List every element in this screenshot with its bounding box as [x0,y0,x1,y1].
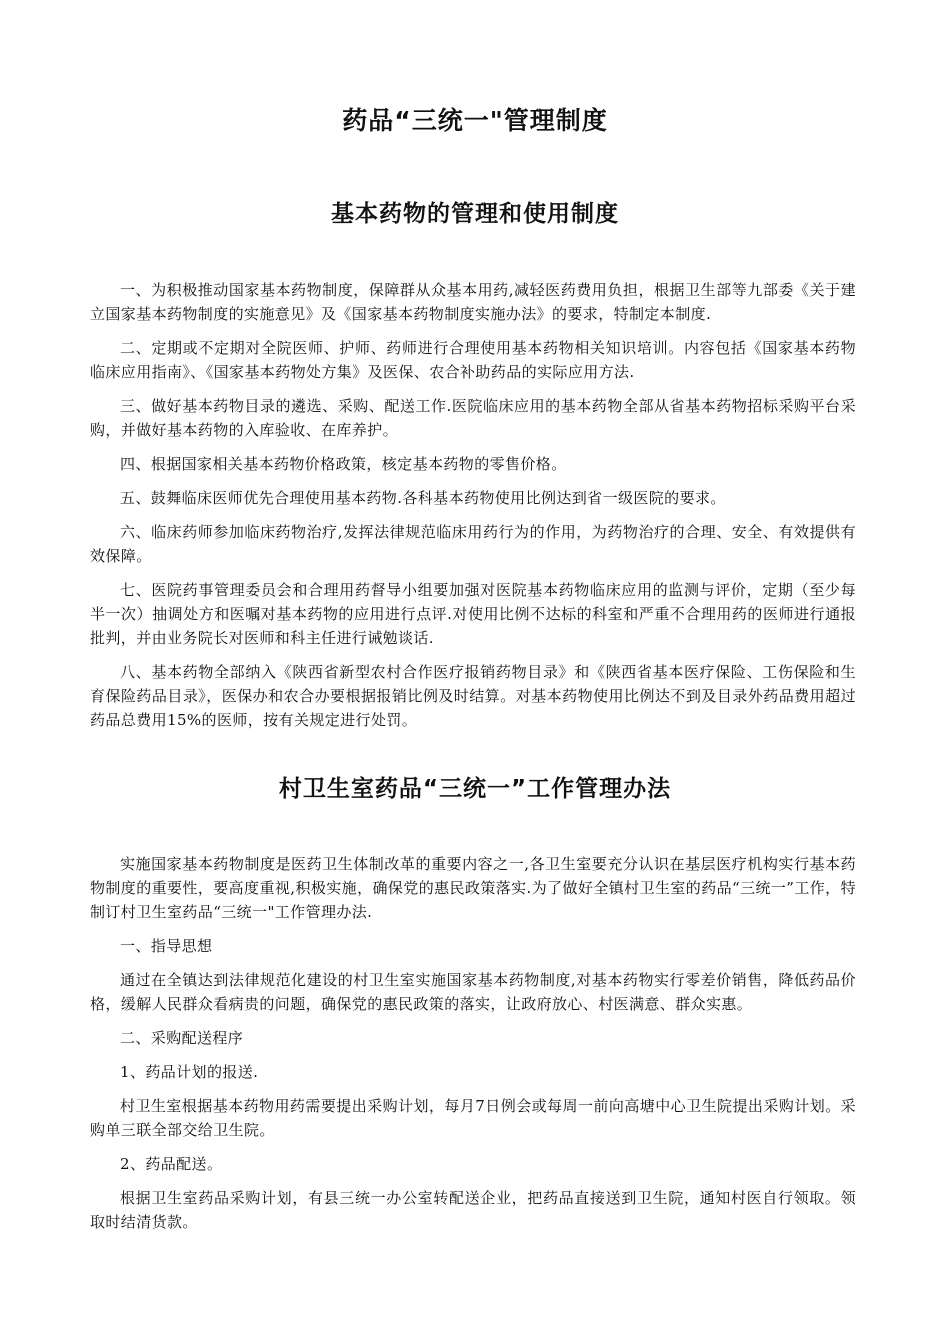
section-body-village-clinic-management [90,852,856,1244]
paragraph: 三、做好基本药物目录的遴选、采购、配送工作.医院临床应用的基本药物全部从省基本药物招标采购平台采购，并做好基本药物的入库验收、在库养护。 [90,397,856,439]
paragraph: 一、为积极推动国家基本药物制度，保障群从众基本用药,减轻医药费用负担，根据卫生部等九部委《关于建立国家基本药物制度的实施意见》及《国家基本药物制度实施办法》的要求，特制定本制度. [90,281,856,323]
paragraph: 根据卫生室药品采购计划，有县三统一办公室转配送企业，把药品直接送到卫生院，通知村医自行领取。领取时结清货款。 [90,1189,856,1231]
section-body-basic-drug-management [90,278,856,742]
paragraph: 五、鼓舞临床医师优先合理使用基本药物.各科基本药物使用比例达到省一级医院的要求。 [120,489,726,507]
paragraph: 八、基本药物全部纳入《陕西省新型农村合作医疗报销药物目录》和《陕西省基本医疗保险、工伤保险和生育保险药品目录》，医保办和农合办要根据报销比例及时结算。对基本药物使用比例达不到及目录外药品费用超过药品总费用15%的医师，按有关规定进行处罚。 [90,663,856,729]
paragraph-subheading: 1、药品计划的报送. [120,1063,259,1081]
paragraph-heading: 二、采购配送程序 [120,1029,244,1047]
paragraph: 七、医院药事管理委员会和合理用药督导小组要加强对医院基本药物临床应用的监测与评价，定期（至少每半一次）抽调处方和医嘱对基本药物的应用进行点评.对使用比例不达标的科室和严重不合理用药的医师进行通报批判，并由业务院长对医师和科主任进行诫勉谈话. [90,581,856,647]
paragraph: 实施国家基本药物制度是医药卫生体制改革的重要内容之一,各卫生室要充分认识在基层医疗机构实行基本药物制度的重要性，要高度重视,积极实施，确保党的惠民政策落实.为了做好全镇村卫生室的药品“三统一”工作，特制订村卫生室药品“三统一"工作管理办法. [90,855,856,921]
section-title-village-clinic-management: 村卫生室药品“三统一”工作管理办法 [278,776,672,802]
paragraph: 通过在全镇达到法律规范化建设的村卫生室实施国家基本药物制度,对基本药物实行零差价销售，降低药品价格，缓解人民群众看病贵的问题，确保党的惠民政策的落实，让政府放心、村医满意、群众实惠。 [90,971,856,1013]
paragraph-heading: 一、指导思想 [120,937,213,955]
paragraph: 村卫生室根据基本药物用药需要提出采购计划，每月7日例会或每周一前向高塘中心卫生院提出采购计划。采购单三联全部交给卫生院。 [90,1097,856,1139]
paragraph: 四、根据国家相关基本药物价格政策，核定基本药物的零售价格。 [120,455,567,473]
paragraph: 六、临床药师参加临床药物治疗,发挥法律规范临床用药行为的作用，为药物治疗的合理、安全、有效提供有效保障。 [90,523,856,565]
section-title-basic-drug-management: 基本药物的管理和使用制度 [331,201,619,227]
paragraph: 二、定期或不定期对全院医师、护师、药师进行合理使用基本药物相关知识培训。内容包括《国家基本药物临床应用指南》、《国家基本药物处方集》及医保、农合补助药品的实际应用方法. [90,339,856,381]
paragraph-subheading: 2、药品配送。 [120,1155,223,1173]
document-title: 药品“三统一"管理制度 [342,106,608,135]
